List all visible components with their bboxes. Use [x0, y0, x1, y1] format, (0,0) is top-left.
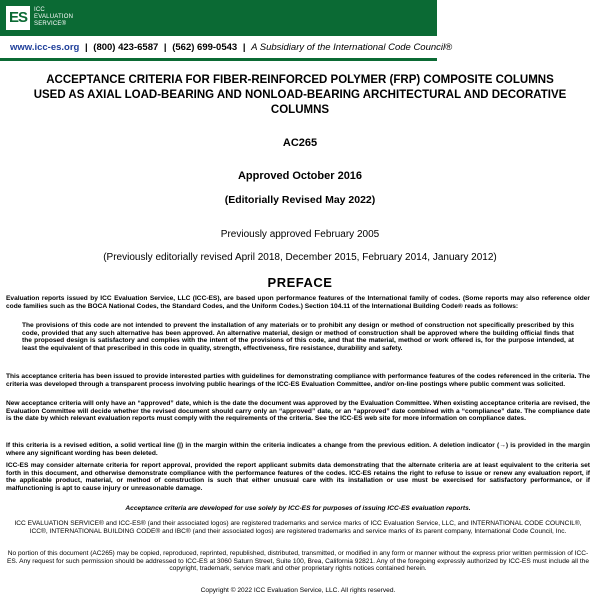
preface-heading: PREFACE	[267, 275, 333, 290]
website-link[interactable]: www.icc-es.org	[10, 42, 80, 53]
logo-line-3: SERVICE®	[34, 21, 67, 27]
approved-date: Approved October 2016	[237, 170, 363, 182]
separator: |	[163, 42, 167, 53]
phone-1: (800) 423-6587	[93, 42, 159, 53]
preface-paragraph-3: This acceptance criteria has been issued to provide interested parties with guidelines for demonstrating compliance with performance features of the codes referenced in the criteria. The criteria was developed through a transparent process involving public hearings of the ICC-ES Evaluation Committee, and/or on-line postings where public comment was solicited.	[6, 373, 590, 388]
logo-line-2: EVALUATION	[34, 14, 74, 20]
copy-restriction-notice: No portion of this document (AC265) may be copied, reproduced, reprinted, republished, distributed, transmitted, or modified in any form or manner without the express prior written permission of ICC-ES. Any request for such permission should be addressed to ICC-ES at 3060 Saturn Street, Suite 100, Brea, California 92821. Any of the foregoing expressly authorized by ICC-ES must include all the copyright, trademark, service mark and other proprietary rights notices contained herein.	[6, 550, 590, 573]
logo-line-1: ICC	[34, 7, 45, 13]
preface-paragraph-5: If this criteria is a revised edition, a solid vertical line (|) in the margin within the criteria indicates a change from the previous edition. A deletion indicator (→) is provided in the margin where any significant wording has been deleted.	[6, 442, 590, 457]
document-code: AC265	[282, 137, 318, 149]
logo-text	[34, 7, 73, 28]
document-title: ACCEPTANCE CRITERIA FOR FIBER-REINFORCED POLYMER (FRP) COMPOSITE COLUMNS USED AS AXIAL LOAD-BEARING AND NONLOAD-BEARING ARCHITECTURAL AND DECORATIVE COLUMNS	[33, 74, 567, 116]
contact-line	[10, 42, 452, 53]
usage-note: Acceptance criteria are developed for use solely by ICC-ES for purposes of issuing ICC-ES evaluation reports.	[125, 505, 471, 512]
subsidiary-text: A Subsidiary of the International Code Council®	[251, 42, 453, 53]
preface-paragraph-4: New acceptance criteria will only have an “approved” date, which is the date the document was approved by the Evaluation Committee. When existing acceptance criteria are revised, the Evaluation Committee will decide whether the revised document should carry only an “approved” date, or an “approved” date combined with a “compliance” date. The compliance date is the date by which relevant evaluation reports must comply with the requirements of the criteria. See the ICC-ES web site for more information on compliance dates.	[6, 400, 590, 423]
copyright-notice: Copyright © 2022 ICC Evaluation Service, LLC. All rights reserved.	[200, 587, 396, 594]
separator: |	[84, 42, 88, 53]
trademark-notice: ICC EVALUATION SERVICE® and ICC-ES® (and their associated logos) are registered trademarks and service marks of ICC Evaluation Service, LLC, and INTERNATIONAL CODE COUNCIL®, ICC®, INTERNATIONAL BUILDING CODE® and IBC® (and their associated logos) are registered trademarks and service marks of its parent company, International Code Council, Inc.	[14, 520, 582, 535]
header-rule	[0, 58, 437, 61]
revised-date: (Editorially Revised May 2022)	[224, 194, 376, 206]
previously-revised: (Previously editorially revised April 2018, December 2015, February 2014, January 2012)	[103, 252, 497, 263]
code-quote: The provisions of this code are not intended to prevent the installation of any materials or to prohibit any design or method of construction not specifically prescribed by this code, provided that any such alternative has been approved. An alternative material, design or method of construction shall be approved where the building official finds that the proposed design is satisfactory and complies with the intent of the provisions of this code, and that the material, method or work offered is, for the purpose intended, at least the equivalent of that prescribed in this code in quality, strength, effectiveness, fire resistance, durability and safety.	[22, 322, 574, 352]
preface-paragraph-6: ICC-ES may consider alternate criteria for report approval, provided the report applicant submits data demonstrating that the alternate criteria are at least equivalent to the criteria set forth in this document, and otherwise demonstrate compliance with the performance features of the codes. ICC-ES retains the right to refuse to issue or renew any evaluation report, if the applicable product, material, or method of construction is such that either unusual care with its installation or use must be exercised for satisfactory performance, or if malfunctioning is apt to cause injury or unreasonable damage.	[6, 462, 590, 492]
icc-es-logo: ES	[6, 6, 30, 30]
header-banner	[0, 0, 437, 36]
separator: |	[242, 42, 246, 53]
phone-2: (562) 699-0543	[172, 42, 238, 53]
previously-approved: Previously approved February 2005	[220, 229, 380, 240]
preface-paragraph-1: Evaluation reports issued by ICC Evaluation Service, LLC (ICC-ES), are based upon performance features of the International family of codes. (Some reports may also reference older code families such as the BOCA National Codes, the Standard Codes, and the Uniform Codes.) Section 104.11 of the International Building Code® reads as follows:	[6, 295, 590, 310]
